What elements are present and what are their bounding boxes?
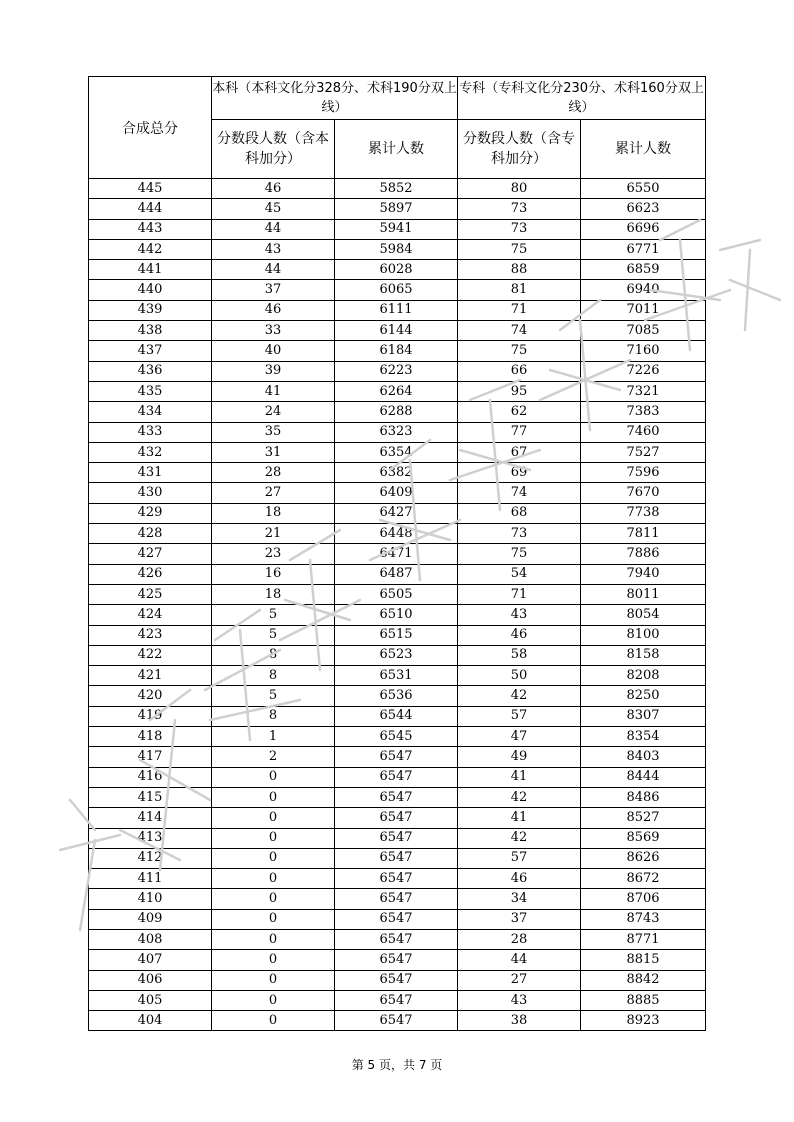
table-row bbox=[89, 625, 706, 645]
cell-undergraduate-cumulative: 6382 bbox=[335, 463, 458, 483]
cell-undergraduate-count: 8 bbox=[212, 645, 335, 665]
cell-undergraduate-count: 39 bbox=[212, 361, 335, 381]
header-junior-college-count: 分数段人数（含专科加分） bbox=[458, 120, 581, 179]
cell-undergraduate-count: 37 bbox=[212, 280, 335, 300]
table-row bbox=[89, 483, 706, 503]
cell-junior-college-cumulative: 7085 bbox=[581, 321, 706, 341]
cell-undergraduate-cumulative: 6288 bbox=[335, 402, 458, 422]
cell-junior-college-cumulative: 8569 bbox=[581, 828, 706, 848]
cell-undergraduate-cumulative: 6547 bbox=[335, 929, 458, 949]
table-row bbox=[89, 239, 706, 259]
cell-undergraduate-count: 2 bbox=[212, 747, 335, 767]
cell-undergraduate-cumulative: 6264 bbox=[335, 381, 458, 401]
cell-undergraduate-cumulative: 6547 bbox=[335, 808, 458, 828]
header-junior-college-cumulative: 累计人数 bbox=[581, 120, 706, 179]
cell-junior-college-cumulative: 6771 bbox=[581, 239, 706, 259]
cell-undergraduate-cumulative: 6111 bbox=[335, 300, 458, 320]
table-row bbox=[89, 1011, 706, 1031]
table-row bbox=[89, 808, 706, 828]
table-row bbox=[89, 706, 706, 726]
cell-total-score: 432 bbox=[89, 442, 212, 462]
table-row bbox=[89, 260, 706, 280]
cell-junior-college-cumulative: 8100 bbox=[581, 625, 706, 645]
cell-undergraduate-cumulative: 5852 bbox=[335, 179, 458, 199]
cell-junior-college-count: 41 bbox=[458, 767, 581, 787]
cell-undergraduate-cumulative: 6547 bbox=[335, 950, 458, 970]
cell-total-score: 435 bbox=[89, 381, 212, 401]
cell-junior-college-count: 57 bbox=[458, 706, 581, 726]
cell-junior-college-cumulative: 6940 bbox=[581, 280, 706, 300]
table-header bbox=[89, 77, 706, 179]
cell-undergraduate-cumulative: 6354 bbox=[335, 442, 458, 462]
cell-undergraduate-cumulative: 6545 bbox=[335, 727, 458, 747]
cell-total-score: 405 bbox=[89, 990, 212, 1010]
cell-undergraduate-count: 0 bbox=[212, 1011, 335, 1031]
cell-undergraduate-count: 40 bbox=[212, 341, 335, 361]
cell-undergraduate-count: 18 bbox=[212, 503, 335, 523]
cell-total-score: 422 bbox=[89, 645, 212, 665]
cell-undergraduate-cumulative: 5984 bbox=[335, 239, 458, 259]
cell-junior-college-cumulative: 8923 bbox=[581, 1011, 706, 1031]
cell-total-score: 431 bbox=[89, 463, 212, 483]
cell-undergraduate-cumulative: 6409 bbox=[335, 483, 458, 503]
cell-undergraduate-count: 0 bbox=[212, 889, 335, 909]
cell-undergraduate-cumulative: 6323 bbox=[335, 422, 458, 442]
page-number: 第 5 页，共 7 页 bbox=[351, 1058, 443, 1072]
table-row bbox=[89, 686, 706, 706]
cell-junior-college-cumulative: 7383 bbox=[581, 402, 706, 422]
cell-undergraduate-cumulative: 6547 bbox=[335, 848, 458, 868]
cell-total-score: 430 bbox=[89, 483, 212, 503]
cell-junior-college-count: 49 bbox=[458, 747, 581, 767]
cell-total-score: 409 bbox=[89, 909, 212, 929]
table-row bbox=[89, 280, 706, 300]
watermark-stroke bbox=[720, 240, 780, 330]
cell-undergraduate-count: 44 bbox=[212, 219, 335, 239]
cell-undergraduate-cumulative: 6448 bbox=[335, 524, 458, 544]
cell-total-score: 412 bbox=[89, 848, 212, 868]
cell-junior-college-count: 74 bbox=[458, 321, 581, 341]
cell-total-score: 441 bbox=[89, 260, 212, 280]
cell-undergraduate-cumulative: 6544 bbox=[335, 706, 458, 726]
cell-junior-college-count: 34 bbox=[458, 889, 581, 909]
cell-junior-college-cumulative: 7738 bbox=[581, 503, 706, 523]
cell-junior-college-count: 73 bbox=[458, 524, 581, 544]
cell-undergraduate-cumulative: 6547 bbox=[335, 889, 458, 909]
table-row bbox=[89, 503, 706, 523]
cell-junior-college-cumulative: 7460 bbox=[581, 422, 706, 442]
cell-junior-college-cumulative: 8354 bbox=[581, 727, 706, 747]
cell-total-score: 445 bbox=[89, 179, 212, 199]
cell-junior-college-cumulative: 6859 bbox=[581, 260, 706, 280]
cell-undergraduate-count: 0 bbox=[212, 929, 335, 949]
cell-junior-college-cumulative: 7011 bbox=[581, 300, 706, 320]
table-row bbox=[89, 422, 706, 442]
cell-undergraduate-cumulative: 6523 bbox=[335, 645, 458, 665]
cell-undergraduate-count: 27 bbox=[212, 483, 335, 503]
table-row bbox=[89, 402, 706, 422]
cell-junior-college-cumulative: 8672 bbox=[581, 869, 706, 889]
cell-undergraduate-cumulative: 6505 bbox=[335, 584, 458, 604]
cell-undergraduate-cumulative: 6536 bbox=[335, 686, 458, 706]
cell-junior-college-count: 42 bbox=[458, 686, 581, 706]
cell-undergraduate-count: 5 bbox=[212, 686, 335, 706]
cell-undergraduate-count: 0 bbox=[212, 767, 335, 787]
cell-total-score: 444 bbox=[89, 199, 212, 219]
table-row bbox=[89, 381, 706, 401]
cell-undergraduate-count: 31 bbox=[212, 442, 335, 462]
cell-junior-college-count: 71 bbox=[458, 300, 581, 320]
cell-undergraduate-cumulative: 6547 bbox=[335, 828, 458, 848]
table-row bbox=[89, 828, 706, 848]
score-distribution-table bbox=[88, 76, 706, 1031]
cell-junior-college-count: 81 bbox=[458, 280, 581, 300]
cell-junior-college-cumulative: 7527 bbox=[581, 442, 706, 462]
table-row bbox=[89, 341, 706, 361]
cell-total-score: 440 bbox=[89, 280, 212, 300]
cell-junior-college-count: 58 bbox=[458, 645, 581, 665]
cell-total-score: 439 bbox=[89, 300, 212, 320]
cell-undergraduate-count: 0 bbox=[212, 869, 335, 889]
table-row bbox=[89, 767, 706, 787]
cell-junior-college-cumulative: 7940 bbox=[581, 564, 706, 584]
cell-junior-college-count: 37 bbox=[458, 909, 581, 929]
cell-junior-college-cumulative: 8743 bbox=[581, 909, 706, 929]
cell-undergraduate-count: 43 bbox=[212, 239, 335, 259]
cell-undergraduate-cumulative: 6547 bbox=[335, 767, 458, 787]
cell-total-score: 406 bbox=[89, 970, 212, 990]
cell-undergraduate-count: 0 bbox=[212, 787, 335, 807]
cell-undergraduate-cumulative: 6547 bbox=[335, 747, 458, 767]
table-row bbox=[89, 219, 706, 239]
cell-undergraduate-cumulative: 6515 bbox=[335, 625, 458, 645]
table-row bbox=[89, 584, 706, 604]
table-row bbox=[89, 970, 706, 990]
cell-undergraduate-cumulative: 6144 bbox=[335, 321, 458, 341]
cell-undergraduate-cumulative: 6487 bbox=[335, 564, 458, 584]
cell-junior-college-cumulative: 7670 bbox=[581, 483, 706, 503]
table-body bbox=[89, 179, 706, 1031]
cell-junior-college-count: 50 bbox=[458, 666, 581, 686]
cell-junior-college-count: 69 bbox=[458, 463, 581, 483]
cell-undergraduate-cumulative: 6427 bbox=[335, 503, 458, 523]
cell-undergraduate-cumulative: 6531 bbox=[335, 666, 458, 686]
cell-undergraduate-count: 0 bbox=[212, 970, 335, 990]
table-row bbox=[89, 950, 706, 970]
cell-junior-college-count: 27 bbox=[458, 970, 581, 990]
cell-junior-college-count: 80 bbox=[458, 179, 581, 199]
cell-undergraduate-count: 44 bbox=[212, 260, 335, 280]
cell-junior-college-cumulative: 8307 bbox=[581, 706, 706, 726]
cell-junior-college-cumulative: 8158 bbox=[581, 645, 706, 665]
cell-junior-college-cumulative: 7596 bbox=[581, 463, 706, 483]
cell-undergraduate-count: 41 bbox=[212, 381, 335, 401]
cell-total-score: 425 bbox=[89, 584, 212, 604]
table-row bbox=[89, 727, 706, 747]
cell-junior-college-count: 38 bbox=[458, 1011, 581, 1031]
cell-total-score: 436 bbox=[89, 361, 212, 381]
cell-undergraduate-cumulative: 6510 bbox=[335, 605, 458, 625]
cell-undergraduate-cumulative: 6547 bbox=[335, 970, 458, 990]
header-junior-college-group: 专科（专科文化分230分、术科160分双上线） bbox=[458, 77, 706, 120]
cell-junior-college-cumulative: 8885 bbox=[581, 990, 706, 1010]
table-row bbox=[89, 909, 706, 929]
cell-total-score: 413 bbox=[89, 828, 212, 848]
cell-undergraduate-count: 0 bbox=[212, 848, 335, 868]
table-row bbox=[89, 544, 706, 564]
header-total-score: 合成总分 bbox=[89, 77, 212, 179]
cell-junior-college-count: 57 bbox=[458, 848, 581, 868]
cell-junior-college-cumulative: 8486 bbox=[581, 787, 706, 807]
cell-undergraduate-count: 35 bbox=[212, 422, 335, 442]
cell-junior-college-count: 43 bbox=[458, 990, 581, 1010]
cell-undergraduate-cumulative: 6547 bbox=[335, 787, 458, 807]
cell-junior-college-count: 66 bbox=[458, 361, 581, 381]
cell-junior-college-cumulative: 7160 bbox=[581, 341, 706, 361]
cell-total-score: 404 bbox=[89, 1011, 212, 1031]
cell-total-score: 427 bbox=[89, 544, 212, 564]
cell-junior-college-count: 54 bbox=[458, 564, 581, 584]
cell-undergraduate-cumulative: 6547 bbox=[335, 869, 458, 889]
cell-total-score: 437 bbox=[89, 341, 212, 361]
cell-total-score: 410 bbox=[89, 889, 212, 909]
cell-junior-college-cumulative: 8706 bbox=[581, 889, 706, 909]
cell-junior-college-cumulative: 7886 bbox=[581, 544, 706, 564]
table-row bbox=[89, 605, 706, 625]
cell-junior-college-count: 75 bbox=[458, 544, 581, 564]
cell-junior-college-count: 73 bbox=[458, 219, 581, 239]
cell-junior-college-count: 47 bbox=[458, 727, 581, 747]
cell-junior-college-cumulative: 7811 bbox=[581, 524, 706, 544]
cell-junior-college-cumulative: 8403 bbox=[581, 747, 706, 767]
cell-undergraduate-cumulative: 6223 bbox=[335, 361, 458, 381]
cell-junior-college-cumulative: 8771 bbox=[581, 929, 706, 949]
table-row bbox=[89, 990, 706, 1010]
header-undergraduate-count: 分数段人数（含本科加分） bbox=[212, 120, 335, 179]
cell-junior-college-cumulative: 8527 bbox=[581, 808, 706, 828]
cell-junior-college-count: 28 bbox=[458, 929, 581, 949]
cell-undergraduate-count: 8 bbox=[212, 706, 335, 726]
cell-undergraduate-count: 46 bbox=[212, 179, 335, 199]
cell-junior-college-count: 43 bbox=[458, 605, 581, 625]
cell-junior-college-count: 88 bbox=[458, 260, 581, 280]
table-row bbox=[89, 199, 706, 219]
cell-junior-college-count: 62 bbox=[458, 402, 581, 422]
table-row bbox=[89, 747, 706, 767]
cell-junior-college-count: 75 bbox=[458, 239, 581, 259]
cell-junior-college-count: 75 bbox=[458, 341, 581, 361]
cell-total-score: 428 bbox=[89, 524, 212, 544]
cell-junior-college-cumulative: 8250 bbox=[581, 686, 706, 706]
cell-junior-college-cumulative: 6696 bbox=[581, 219, 706, 239]
cell-undergraduate-count: 0 bbox=[212, 909, 335, 929]
cell-junior-college-count: 46 bbox=[458, 869, 581, 889]
cell-undergraduate-cumulative: 6547 bbox=[335, 909, 458, 929]
cell-total-score: 423 bbox=[89, 625, 212, 645]
table-row bbox=[89, 463, 706, 483]
cell-total-score: 424 bbox=[89, 605, 212, 625]
cell-total-score: 433 bbox=[89, 422, 212, 442]
cell-undergraduate-cumulative: 6065 bbox=[335, 280, 458, 300]
cell-junior-college-count: 46 bbox=[458, 625, 581, 645]
cell-total-score: 416 bbox=[89, 767, 212, 787]
cell-junior-college-cumulative: 8444 bbox=[581, 767, 706, 787]
table-row bbox=[89, 179, 706, 199]
cell-junior-college-cumulative: 7321 bbox=[581, 381, 706, 401]
cell-total-score: 443 bbox=[89, 219, 212, 239]
cell-junior-college-count: 71 bbox=[458, 584, 581, 604]
cell-junior-college-count: 67 bbox=[458, 442, 581, 462]
cell-junior-college-cumulative: 7226 bbox=[581, 361, 706, 381]
cell-undergraduate-count: 5 bbox=[212, 605, 335, 625]
cell-junior-college-cumulative: 6550 bbox=[581, 179, 706, 199]
cell-undergraduate-cumulative: 5897 bbox=[335, 199, 458, 219]
cell-total-score: 434 bbox=[89, 402, 212, 422]
table-row bbox=[89, 787, 706, 807]
cell-total-score: 420 bbox=[89, 686, 212, 706]
cell-undergraduate-cumulative: 6547 bbox=[335, 990, 458, 1010]
cell-junior-college-count: 44 bbox=[458, 950, 581, 970]
cell-total-score: 421 bbox=[89, 666, 212, 686]
cell-total-score: 442 bbox=[89, 239, 212, 259]
cell-junior-college-cumulative: 8815 bbox=[581, 950, 706, 970]
cell-undergraduate-count: 18 bbox=[212, 584, 335, 604]
cell-junior-college-count: 42 bbox=[458, 787, 581, 807]
cell-total-score: 415 bbox=[89, 787, 212, 807]
cell-total-score: 426 bbox=[89, 564, 212, 584]
cell-undergraduate-count: 0 bbox=[212, 828, 335, 848]
cell-undergraduate-cumulative: 6547 bbox=[335, 1011, 458, 1031]
cell-total-score: 411 bbox=[89, 869, 212, 889]
table-row bbox=[89, 524, 706, 544]
cell-undergraduate-cumulative: 5941 bbox=[335, 219, 458, 239]
cell-undergraduate-count: 8 bbox=[212, 666, 335, 686]
cell-junior-college-cumulative: 8626 bbox=[581, 848, 706, 868]
cell-junior-college-cumulative: 8842 bbox=[581, 970, 706, 990]
cell-undergraduate-count: 5 bbox=[212, 625, 335, 645]
cell-undergraduate-cumulative: 6184 bbox=[335, 341, 458, 361]
table-row bbox=[89, 666, 706, 686]
table-row bbox=[89, 929, 706, 949]
cell-undergraduate-count: 46 bbox=[212, 300, 335, 320]
cell-total-score: 438 bbox=[89, 321, 212, 341]
header-undergraduate-cumulative: 累计人数 bbox=[335, 120, 458, 179]
cell-undergraduate-cumulative: 6028 bbox=[335, 260, 458, 280]
table-row bbox=[89, 869, 706, 889]
table-row bbox=[89, 300, 706, 320]
cell-undergraduate-count: 33 bbox=[212, 321, 335, 341]
cell-undergraduate-cumulative: 6471 bbox=[335, 544, 458, 564]
cell-junior-college-count: 42 bbox=[458, 828, 581, 848]
cell-junior-college-count: 74 bbox=[458, 483, 581, 503]
cell-junior-college-cumulative: 8208 bbox=[581, 666, 706, 686]
cell-junior-college-count: 95 bbox=[458, 381, 581, 401]
cell-undergraduate-count: 21 bbox=[212, 524, 335, 544]
cell-junior-college-cumulative: 6623 bbox=[581, 199, 706, 219]
cell-total-score: 418 bbox=[89, 727, 212, 747]
cell-undergraduate-count: 0 bbox=[212, 990, 335, 1010]
cell-total-score: 419 bbox=[89, 706, 212, 726]
cell-total-score: 417 bbox=[89, 747, 212, 767]
table-row bbox=[89, 848, 706, 868]
table-row bbox=[89, 361, 706, 381]
cell-junior-college-cumulative: 8054 bbox=[581, 605, 706, 625]
table-row bbox=[89, 645, 706, 665]
table-row bbox=[89, 889, 706, 909]
cell-total-score: 407 bbox=[89, 950, 212, 970]
table-row bbox=[89, 442, 706, 462]
cell-undergraduate-count: 1 bbox=[212, 727, 335, 747]
cell-junior-college-count: 68 bbox=[458, 503, 581, 523]
cell-undergraduate-count: 0 bbox=[212, 950, 335, 970]
cell-junior-college-count: 73 bbox=[458, 199, 581, 219]
cell-undergraduate-count: 28 bbox=[212, 463, 335, 483]
table-row bbox=[89, 564, 706, 584]
table-row bbox=[89, 321, 706, 341]
cell-total-score: 408 bbox=[89, 929, 212, 949]
cell-junior-college-cumulative: 8011 bbox=[581, 584, 706, 604]
cell-undergraduate-count: 23 bbox=[212, 544, 335, 564]
cell-junior-college-count: 41 bbox=[458, 808, 581, 828]
cell-junior-college-count: 77 bbox=[458, 422, 581, 442]
cell-total-score: 429 bbox=[89, 503, 212, 523]
cell-undergraduate-count: 0 bbox=[212, 808, 335, 828]
cell-undergraduate-count: 24 bbox=[212, 402, 335, 422]
cell-undergraduate-count: 45 bbox=[212, 199, 335, 219]
cell-undergraduate-count: 16 bbox=[212, 564, 335, 584]
header-undergraduate-group: 本科（本科文化分328分、术科190分双上线） bbox=[212, 77, 458, 120]
cell-total-score: 414 bbox=[89, 808, 212, 828]
